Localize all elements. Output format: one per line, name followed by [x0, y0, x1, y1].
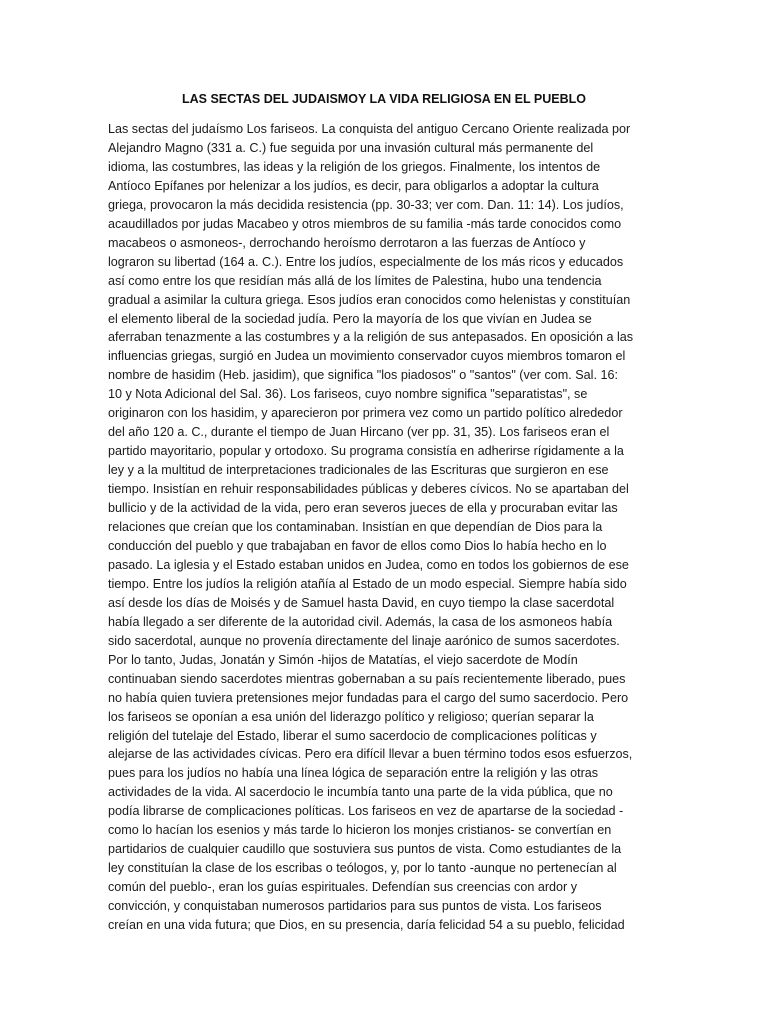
body-text-line: del año 120 a. C., durante el tiempo de Juan Hircano (ver pp. 31, 35). Los fariseos eran el: [108, 425, 610, 440]
body-text-line: pasado. La iglesia y el Estado estaban unidos en Judea, como en todos los gobiernos de ese: [108, 557, 629, 572]
body-text-line: ley y a la multitud de interpretaciones tradicionales de las Escrituras que surgieron en ese: [108, 463, 609, 478]
body-text-line: macabeos o asmoneos-, derrochando heroísmo derrotaron a las fuerzas de Antíoco y: [108, 235, 586, 250]
body-text-line: relaciones que creían que los contaminaban. Insistían en que dependían de Dios para la: [108, 520, 603, 535]
body-text-line: pues para los judíos no había una línea lógica de separación entre la religión y las otras: [108, 766, 599, 781]
body-text-line: tiempo. Entre los judíos la religión atañía al Estado de un modo especial. Siempre había sido: [108, 576, 627, 591]
document-body: [108, 120, 668, 935]
body-text-line: tiempo. Insistían en rehuir responsabilidades públicas y deberes cívicos. No se apartaban del: [108, 482, 629, 497]
body-text-line: partidarios de cualquier caudillo que sostuviera sus puntos de vista. Como estudiantes de la: [108, 842, 622, 857]
body-text-line: Por lo tanto, Judas, Jonatán y Simón -hijos de Matatías, el viejo sacerdote de Modín: [108, 652, 578, 667]
body-text-line: los fariseos se oponían a esa unión del liderazgo político y religioso; querían separar la: [108, 709, 594, 724]
body-text-line: gradual a asimilar la cultura griega. Esos judíos eran conocidos como helenistas y constituían: [108, 292, 631, 307]
body-text-line: creían en una vida futura; que Dios, en su presencia, daría felicidad 54 a su pueblo, felicidad: [108, 918, 625, 933]
body-text-line: Las sectas del judaísmo Los fariseos. La conquista del antiguo Cercano Oriente realizada por: [108, 122, 631, 136]
body-text-line: aferraban tenazmente a las costumbres y a la religión de sus antepasados. En oposición a las: [108, 330, 634, 345]
body-text-line: religión del tutelaje del Estado, liberar el sumo sacerdocio de complicaciones políticas y: [108, 728, 597, 743]
body-text-line: bullicio y de la actividad de la vida, pero eran severos jueces de ella y procuraban evitar las: [108, 501, 618, 516]
body-text-line: influencias griegas, surgió en Judea un movimiento conservador cuyos miembros tomaron el: [108, 349, 626, 364]
body-text-line: el elemento liberal de la sociedad judía. Pero la mayoría de los que vivían en Judea se: [108, 311, 592, 326]
body-text-line: había llegado a ser diferente de la autoridad civil. Además, la casa de los asmoneos había: [108, 614, 613, 629]
body-text-line: así desde los días de Moisés y de Samuel hasta David, en cuyo tiempo la clase sacerdotal: [108, 595, 615, 610]
body-text-line: alejarse de las actividades cívicas. Pero era difícil llevar a buen término todos esos esfuerzos,: [108, 747, 633, 762]
body-text-line: así como entre los que residían más allá de los límites de Palestina, hubo una tendencia: [108, 273, 602, 288]
body-text-line: continuaban siendo sacerdotes mientras gobernaban a su país recientemente liberado, pues: [108, 671, 626, 686]
body-text-line: 10 y Nota Adicional del Sal. 36). Los fariseos, cuyo nombre significa "separatistas", se: [108, 387, 588, 402]
document-title: LAS SECTAS DEL JUDAISMOY LA VIDA RELIGIOSA EN EL PUEBLO: [182, 92, 586, 106]
body-text-line: originaron con los hasidim, y aparecieron por primera vez como un partido político alrededor: [108, 406, 623, 421]
body-text-line: como lo hacían los esenios y más tarde lo hicieron los monjes cristianos- se convertían en: [108, 823, 612, 838]
body-text-line: podía librarse de complicaciones políticas. Los fariseos en vez de apartarse de la sociedad -: [108, 804, 624, 819]
body-text-line: Alejandro Magno (331 a. C.) fue seguida por una invasión cultural más permanente del: [108, 140, 594, 155]
body-text-line: conducción del pueblo y que trabajaban en favor de ellos como Dios lo había hecho en lo: [108, 538, 607, 553]
body-text-line: convicción, y conquistaban numerosos partidarios para sus puntos de vista. Los fariseos: [108, 899, 602, 914]
body-text-line: Antíoco Epífanes por helenizar a los judíos, es decir, para obligarlos a adoptar la cultura: [108, 178, 599, 193]
body-text-line: griega, provocaron la más decidida resistencia (pp. 30-33; ver com. Dan. 11: 14). Los judíos,: [108, 197, 624, 212]
body-text-line: partido mayoritario, popular y ortodoxo. Su programa consistía en adherirse rígidamente a la: [108, 444, 624, 459]
body-text-line: nombre de hasidim (Heb. jasidim), que significa "los piadosos" o "santos" (ver com. Sal. 16:: [108, 368, 618, 383]
body-text-line: sido sacerdotal, aunque no provenía directamente del linaje aarónico de sumos sacerdotes.: [108, 633, 620, 648]
body-text-line: lograron su libertad (164 a. C.). Entre los judíos, especialmente de los más ricos y educados: [108, 254, 624, 269]
body-text-line: no había quien tuviera pretensiones mejor fundadas para el cargo del sumo sacerdocio. Pero: [108, 690, 629, 705]
body-text-line: ley constituían la clase de los escribas o teólogos, y, por lo tanto -aunque no pertenecían al: [108, 861, 617, 876]
body-text-line: común del pueblo-, eran los guías espirituales. Defendían sus creencias con ardor y: [108, 880, 578, 895]
body-text-line: acaudillados por judas Macabeo y otros miembros de su familia -más tarde conocidos como: [108, 216, 622, 231]
body-text-line: actividades de la vida. Al sacerdocio le incumbía tanto una parte de la vida pública, que no: [108, 785, 613, 800]
body-text-line: idioma, las costumbres, las ideas y la religión de los griegos. Finalmente, los intentos de: [108, 159, 601, 174]
